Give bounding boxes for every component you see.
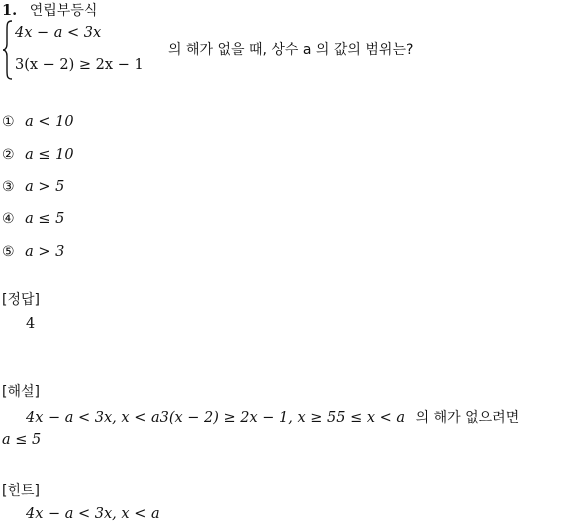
explanation-line-2: a ≤ 5 [2, 432, 42, 448]
left-brace-icon [2, 20, 14, 80]
choice-text: a < 10 [25, 114, 74, 130]
choice-marker: ① [2, 114, 15, 130]
choice-text: a ≤ 10 [25, 147, 74, 163]
explanation-line-1 [26, 407, 519, 427]
choice-4 [2, 211, 64, 227]
choice-marker: ② [2, 147, 15, 163]
answer-value: 4 [26, 316, 36, 332]
choice-marker: ④ [2, 211, 15, 227]
choice-text: a ≤ 5 [25, 211, 65, 227]
problem-header [2, 0, 97, 20]
choice-marker: ⑤ [2, 244, 15, 260]
answer-label: [정답] [2, 292, 40, 308]
choice-5 [2, 244, 64, 260]
inequality-1: 4x − a < 3x [15, 25, 102, 41]
choice-text: a > 3 [25, 244, 65, 260]
choice-marker: ③ [2, 179, 15, 195]
choice-3 [2, 179, 64, 195]
explanation-tail: 의 해가 없으려면 [415, 410, 520, 426]
hint-line-1: 4x − a < 3x, x < a [26, 506, 160, 522]
problem-title: 연립부등식 [29, 3, 98, 19]
choice-1 [2, 114, 74, 130]
explanation-math: 4x − a < 3x, x < a3(x − 2) ≥ 2x − 1, x ≥ 55 ≤ x < a [26, 410, 406, 426]
explanation-label: [해설] [2, 384, 40, 400]
inequality-2: 3(x − 2) ≥ 2x − 1 [15, 57, 144, 73]
choice-text: a > 5 [25, 179, 65, 195]
question-text: 의 해가 없을 때, 상수 a 의 값의 범위는? [168, 42, 414, 58]
problem-number: 1. [2, 2, 18, 19]
hint-label: [힌트] [2, 483, 40, 499]
choice-2 [2, 147, 74, 163]
